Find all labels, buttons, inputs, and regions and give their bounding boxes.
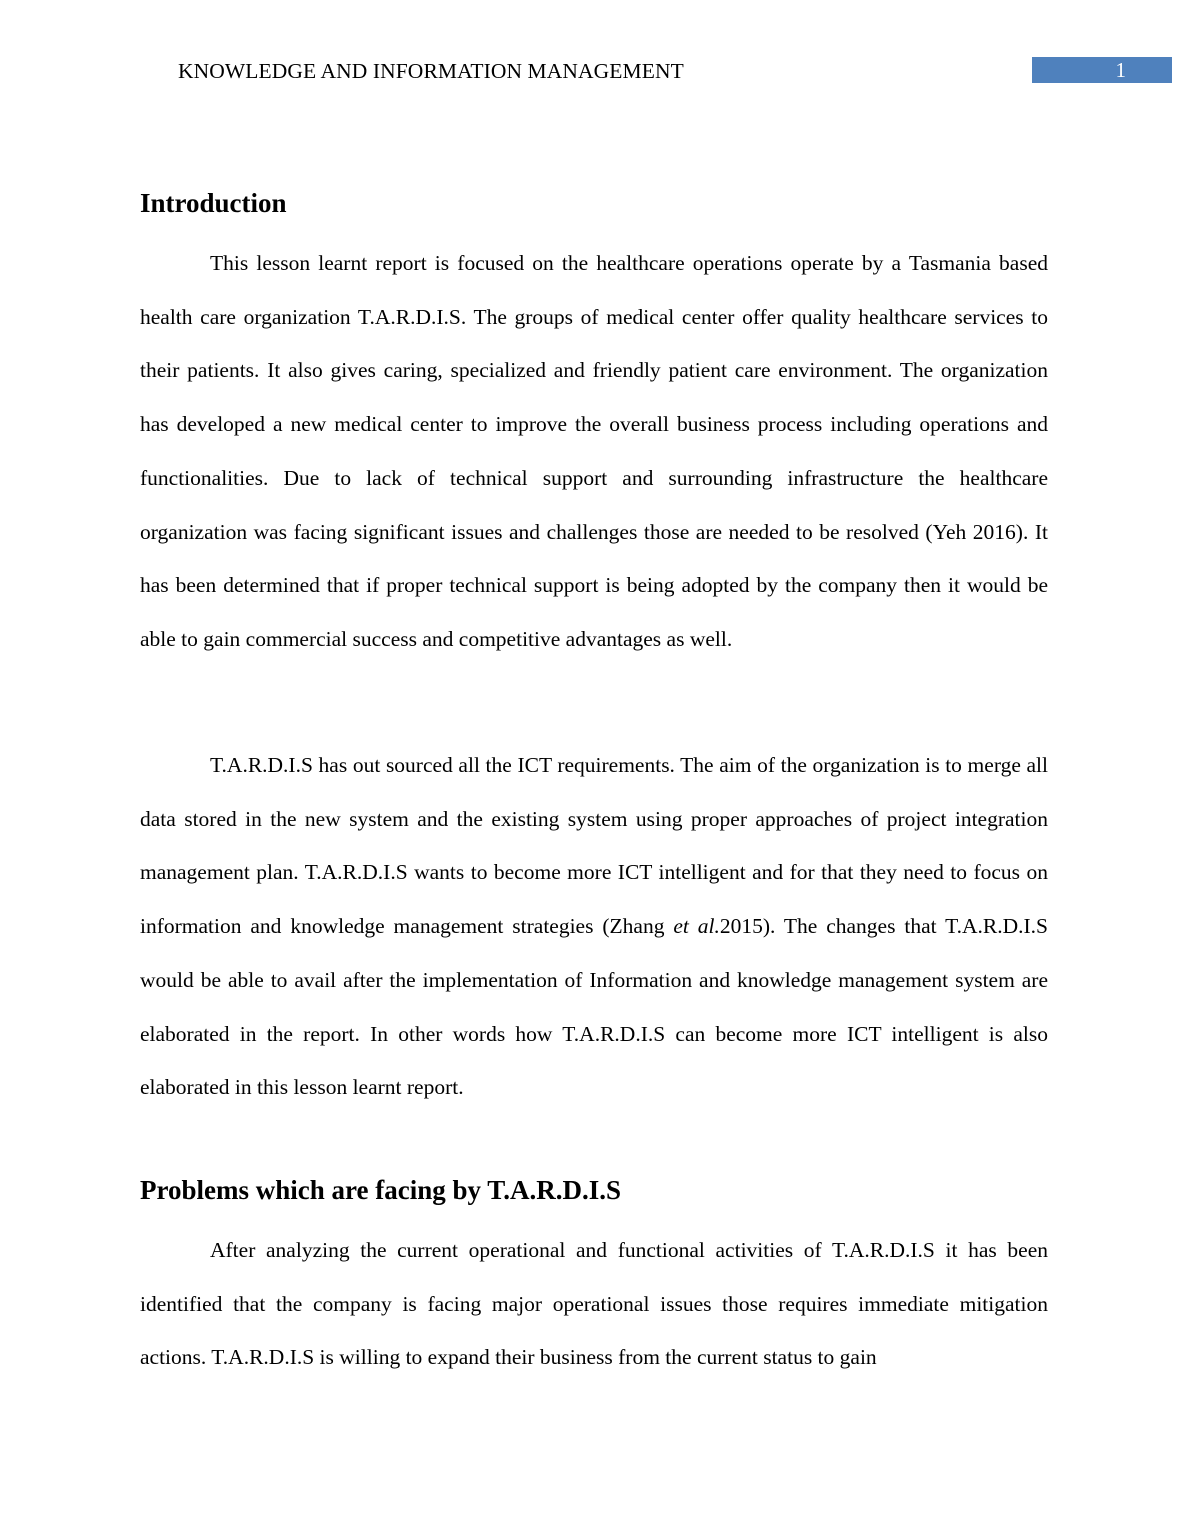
intro-paragraph-2: [140, 739, 1048, 1115]
heading-problems: Problems which are facing by T.A.R.D.I.S: [140, 1175, 622, 1205]
page-number-box: [1032, 57, 1172, 83]
page-number: 1: [1115, 58, 1126, 82]
intro-paragraph-2-text-b: 2015). The changes that T.A.R.D.I.S would be able to avail after the implementation of Information and knowledge management system are elaborated in the report. In other words how T.A.R.D.I.S can become more ICT intelligent is also elaborated in this lesson learnt report.: [140, 914, 1049, 1100]
intro-paragraph-1: This lesson learnt report is focused on the healthcare operations operate by a Tasmania based health care organization T.A.R.D.I.S. The groups of medical center offer quality healthcare services to their patients. It also gives caring, specialized and friendly patient care environment. The organization has developed a new medical center to improve the overall business process including operations and functionalities. Due to lack of technical support and surrounding infrastructure the healthcare organization was facing significant issues and challenges those are needed to be resolved (Yeh 2016). It has been determined that if proper technical support is being adopted by the company then it would be able to gain commercial success and competitive advantages as well.: [140, 251, 1048, 651]
running-head: KNOWLEDGE AND INFORMATION MANAGEMENT: [178, 59, 684, 83]
intro-paragraph-2-citation-italic: et al.: [673, 914, 720, 939]
heading-introduction: Introduction: [140, 188, 287, 218]
intro-paragraph-2-text-a: T.A.R.D.I.S has out sourced all the ICT requirements. The aim of the organization is to merge all data stored in the new system and the existing system using proper approaches of project integration management plan. T.A.R.D.I.S wants to become more ICT intelligent and for that they need to focus on information and knowledge management strategies (Zhang: [140, 753, 1048, 939]
problems-paragraph-1: After analyzing the current operational and functional activities of T.A.R.D.I.S it has been identified that the company is facing major operational issues those requires immediate mitigation actions. T.A.R.D.I.S is willing to expand their business from the current status to gain: [140, 1238, 1048, 1370]
